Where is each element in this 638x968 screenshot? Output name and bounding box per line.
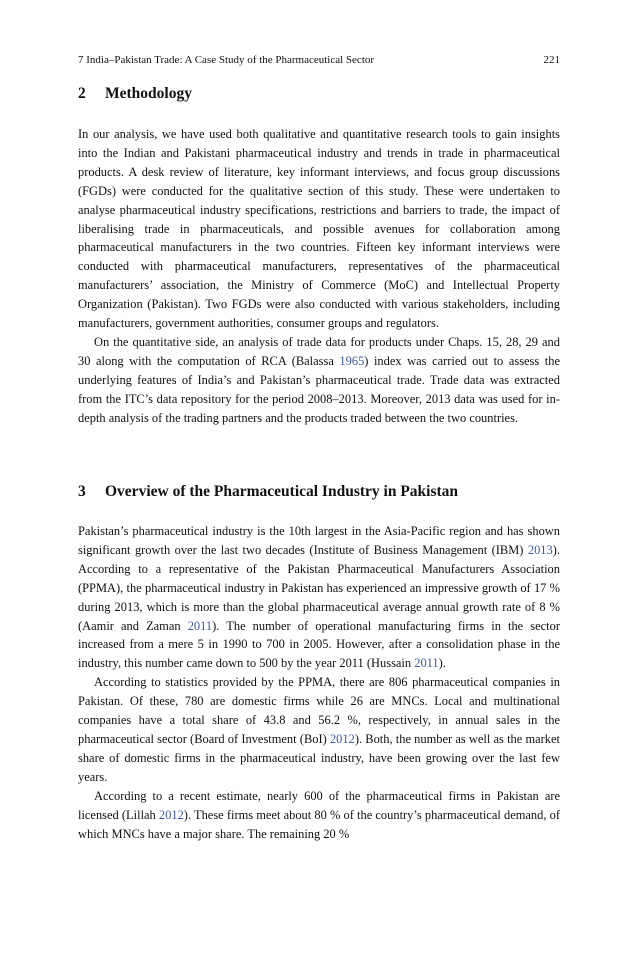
citation-link-ibm-2013[interactable]: 2013 [527,542,553,557]
citation-link-boi-2012[interactable]: 2012 [329,731,355,746]
paragraph-text: ). [438,656,446,671]
paragraph-text: ). Both, the number as well as the market share of domestic firms in the pharmaceutical industry, have been growing over the last few years. [78,731,560,784]
paragraph-text: On the quantitative side, an analysis of trade data for products under Chaps. 15, 28, 29 and 30 along with the computation of RCA (Balassa [78,334,560,368]
section-3-body [78,522,560,843]
page-number: 221 [543,54,560,66]
overview-paragraph-3 [78,787,560,844]
section-2-title: Methodology [105,85,192,102]
section-3-heading [78,482,458,502]
running-head-chapter: 7 India–Pakistan Trade: A Case Study of the Pharmaceutical Sector [78,54,375,66]
overview-paragraph-1 [78,522,560,673]
citation-link-aamir-zaman-2011[interactable]: 2011 [187,618,213,633]
paragraph-text: Pakistan’s pharmaceutical industry is the 10th largest in the Asia-Pacific region and has shown significant growth over the last two decades (Institute of Business Management (IBM) [78,524,560,557]
paragraph-text: According to statistics provided by the PPMA, there are 806 pharmaceutical companies in Pakistan. Of these, 780 are domestic firms while 26 are MNCs. Local and multinational companies have a total share of 43.8 and 56.2 %, respectively, in annual sales in the pharmaceutical sector (Board of Investment (BoI) [78,675,560,746]
paragraph-text: ). These firms meet about 80 % of the country’s pharmaceutical demand, of which MNCs have a major share. The remaining 20 % [78,807,560,841]
paragraph-text: ) index was carried out to assess the underlying features of India’s and Pakistan’s pharmaceutical trade. Trade data was extracted from the ITC’s data repository for the period 2008–2013. Moreover, 2013 data was used for in-depth analysis of the trading partners and the products traded between the two countries. [78,353,560,425]
methodology-paragraph-2 [78,333,560,428]
paragraph-text: According to a recent estimate, nearly 600 of the pharmaceutical firms in Pakistan are licensed (Lillah [78,788,560,822]
section-3-number: 3 [78,483,86,500]
section-2-heading [78,84,192,104]
citation-link-lillah-2012[interactable]: 2012 [158,807,184,822]
section-2-number: 2 [78,85,86,102]
section-2-body [78,125,560,428]
paragraph-text: ). The number of operational manufacturing firms in the sector increased from a mere 5 in 1990 to 700 in 2005. However, after a consolidation phase in the industry, this number came down to 500 by the year 2011 (Hussain [78,618,560,671]
paragraph-text: ). According to a representative of the Pakistan Pharmaceutical Manufacturers Association (PPMA), the pharmaceutical industry in Pakistan has experienced an impressive growth of 17 % during 2013, which is more than the global pharmaceutical average annual growth rate of 8 % (Aamir and Zaman [78,542,560,633]
citation-link-balassa-1965[interactable]: 1965 [339,353,365,368]
methodology-paragraph-1: In our analysis, we have used both qualitative and quantitative research tools to gain insights into the Indian and Pakistani pharmaceutical industry and trends in trade in pharmaceutical products. A desk review of literature, key informant interviews, and focus group discussions (FGDs) were conducted for the qualitative section of this study. These were undertaken to analyse pharmaceutical industry specifications, restrictions and barriers to trade, the impact of liberalising trade in pharmaceuticals, and possible avenues for collaboration among pharmaceutical manufacturers in the two countries. Fifteen key informant interviews were conducted with pharmaceutical manufacturers, representatives of the pharmaceutical manufacturers’ association, the Ministry of Commerce (MoC) and Intellectual Property Organization (Pakistan). Two FGDs were also conducted with various stakeholders, including manufacturers, government authorities, consumer groups and regulators. [78,127,560,331]
section-3-title: Overview of the Pharmaceutical Industry in Pakistan [105,483,459,500]
overview-paragraph-2 [78,673,560,786]
citation-link-hussain-2011[interactable]: 2011 [414,656,439,671]
